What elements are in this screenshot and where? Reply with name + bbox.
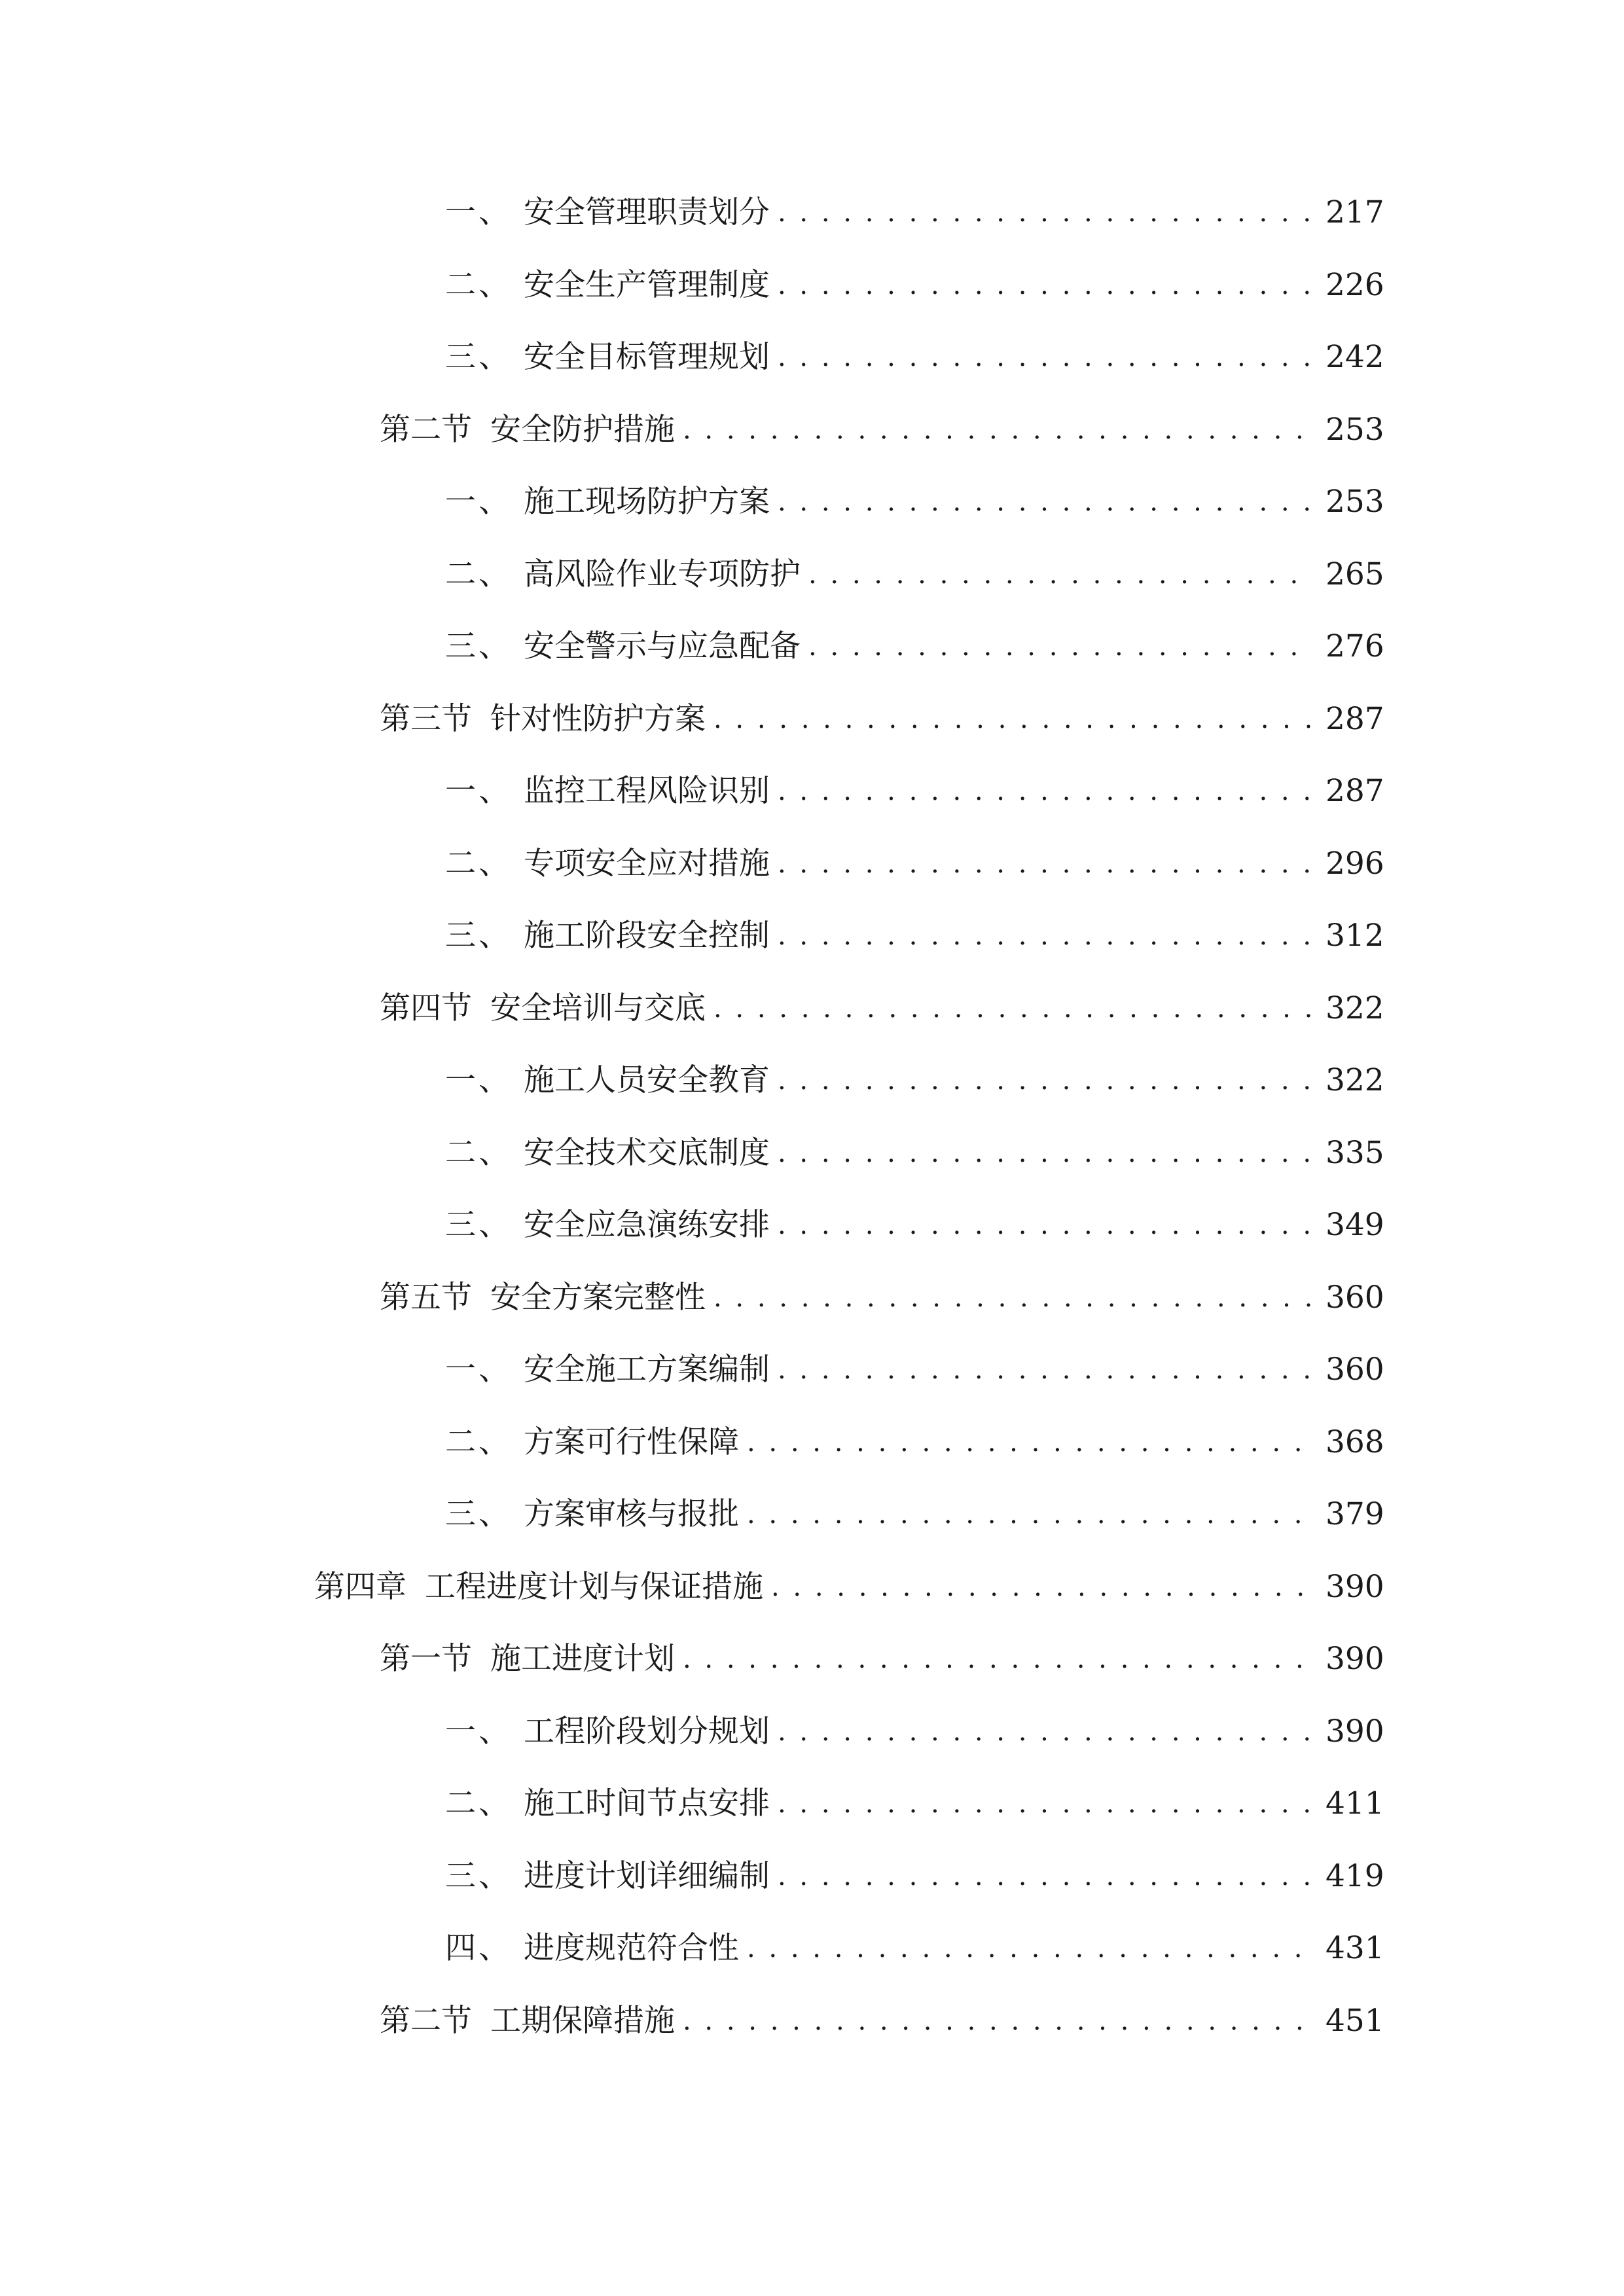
toc-entry-title: 安全警示与应急配备 (524, 628, 801, 664)
toc-entry-number: 一、 (445, 1713, 512, 1749)
toc-entry[interactable] (445, 1850, 1384, 1903)
toc-dot-leader (778, 765, 1314, 817)
toc-entry-page-number: 360 (1326, 1352, 1384, 1388)
toc-entry[interactable] (445, 1488, 1384, 1541)
toc-entry-number: 第二节 (380, 411, 472, 448)
toc-dot-leader (778, 1054, 1314, 1107)
toc-entry-title: 施工现场防护方案 (524, 484, 770, 520)
toc-entry-title: 安全施工方案编制 (524, 1352, 770, 1388)
toc-entry-page-number: 296 (1326, 845, 1384, 882)
toc-entry-page-number: 451 (1326, 2002, 1384, 2039)
toc-dot-leader (683, 1995, 1314, 2047)
toc-entry-page-number: 253 (1326, 484, 1384, 520)
toc-dot-leader (778, 1199, 1314, 1251)
toc-entry-page-number: 226 (1326, 266, 1384, 303)
toc-entry-title: 安全管理职责划分 (524, 194, 770, 230)
toc-dot-leader (778, 1127, 1314, 1179)
toc-entry-number: 三、 (445, 1207, 512, 1243)
toc-entry-number: 二、 (445, 1785, 512, 1821)
toc-entry-title: 安全技术交底制度 (524, 1134, 770, 1171)
toc-entry-title: 施工进度计划 (490, 1641, 675, 1677)
toc-entry-number: 一、 (445, 1352, 512, 1388)
toc-entry[interactable] (380, 693, 1384, 745)
toc-entry-number: 第二节 (380, 2002, 472, 2039)
toc-dot-leader (778, 1706, 1314, 1758)
toc-entry-title: 安全方案完整性 (490, 1279, 706, 1316)
toc-dot-leader (771, 1561, 1314, 1613)
toc-entry-page-number: 419 (1326, 1857, 1384, 1894)
toc-entry-number: 二、 (445, 1134, 512, 1171)
toc-entry[interactable] (445, 1054, 1384, 1107)
toc-entry-number: 一、 (445, 484, 512, 520)
toc-entry-number: 第四章 (314, 1568, 406, 1605)
toc-entry[interactable] (445, 765, 1384, 817)
toc-entry[interactable] (445, 910, 1384, 962)
toc-entry-number: 第三节 (380, 700, 472, 737)
toc-dot-leader (778, 187, 1314, 239)
toc-entry-page-number: 253 (1326, 411, 1384, 448)
toc-entry[interactable] (445, 1127, 1384, 1179)
toc-entry-page-number: 322 (1326, 990, 1384, 1026)
toc-entry-page-number: 335 (1326, 1134, 1384, 1171)
toc-entry-title: 安全防护措施 (490, 411, 675, 448)
toc-entry-title: 施工阶段安全控制 (524, 918, 770, 954)
toc-dot-leader (808, 620, 1314, 673)
toc-entry-number: 三、 (445, 1857, 512, 1894)
toc-entry[interactable] (445, 187, 1384, 239)
toc-entry-page-number: 390 (1326, 1641, 1384, 1677)
toc-entry-number: 三、 (445, 1496, 512, 1532)
toc-entry-title: 高风险作业专项防护 (524, 556, 801, 592)
toc-entry-title: 安全生产管理制度 (524, 266, 770, 303)
toc-entry-page-number: 287 (1326, 700, 1384, 737)
toc-dot-leader (778, 1850, 1314, 1903)
toc-dot-leader (747, 1416, 1314, 1469)
toc-entry[interactable] (445, 259, 1384, 312)
toc-dot-leader (808, 548, 1314, 601)
toc-entry-title: 安全应急演练安排 (524, 1207, 770, 1243)
toc-entry[interactable] (380, 1272, 1384, 1324)
toc-dot-leader (778, 910, 1314, 962)
toc-entry-number: 三、 (445, 628, 512, 664)
toc-entry-page-number: 312 (1326, 918, 1384, 954)
toc-entry-page-number: 217 (1326, 194, 1384, 230)
toc-entry-title: 安全目标管理规划 (524, 339, 770, 375)
toc-entry-number: 一、 (445, 1062, 512, 1098)
toc-dot-leader (778, 838, 1314, 890)
toc-entry-title: 针对性防护方案 (490, 700, 706, 737)
toc-entry-number: 二、 (445, 845, 512, 882)
toc-entry-page-number: 265 (1326, 556, 1384, 592)
toc-entry-page-number: 379 (1326, 1496, 1384, 1532)
toc-entry-title: 方案审核与报批 (524, 1496, 739, 1532)
toc-entry[interactable] (445, 1344, 1384, 1396)
toc-entry-page-number: 390 (1326, 1568, 1384, 1605)
toc-entry-page-number: 322 (1326, 1062, 1384, 1098)
toc-entry-page-number: 349 (1326, 1207, 1384, 1243)
toc-dot-leader (778, 259, 1314, 312)
toc-entry-number: 二、 (445, 1424, 512, 1460)
toc-dot-leader (713, 982, 1314, 1035)
toc-entry-number: 三、 (445, 918, 512, 954)
toc-entry-title: 施工人员安全教育 (524, 1062, 770, 1098)
toc-dot-leader (713, 693, 1314, 745)
toc-entry-title: 方案可行性保障 (524, 1424, 739, 1460)
toc-entry-number: 第一节 (380, 1641, 472, 1677)
toc-entry-number: 四、 (445, 1930, 512, 1966)
toc-entry[interactable] (445, 1416, 1384, 1469)
toc-dot-leader (778, 331, 1314, 384)
toc-entry-page-number: 360 (1326, 1279, 1384, 1316)
toc-entry[interactable] (380, 404, 1384, 456)
toc-entry[interactable] (380, 982, 1384, 1035)
toc-entry-number: 二、 (445, 556, 512, 592)
toc-entry-title: 监控工程风险识别 (524, 773, 770, 809)
toc-entry[interactable] (445, 1199, 1384, 1251)
toc-entry[interactable] (445, 331, 1384, 384)
toc-entry-title: 施工时间节点安排 (524, 1785, 770, 1821)
toc-entry[interactable] (445, 1706, 1384, 1758)
toc-entry-page-number: 431 (1326, 1930, 1384, 1966)
toc-entry-page-number: 276 (1326, 628, 1384, 664)
toc-dot-leader (747, 1488, 1314, 1541)
toc-dot-leader (778, 1344, 1314, 1396)
toc-entry-number: 第五节 (380, 1279, 472, 1316)
toc-entry[interactable] (445, 620, 1384, 673)
toc-dot-leader (778, 476, 1314, 528)
toc-entry[interactable] (380, 1995, 1384, 2047)
toc-entry[interactable] (380, 1633, 1384, 1685)
toc-entry-title: 工程进度计划与保证措施 (425, 1568, 763, 1605)
toc-entry-number: 一、 (445, 194, 512, 230)
toc-entry-title: 安全培训与交底 (490, 990, 706, 1026)
toc-entry[interactable] (445, 476, 1384, 528)
toc-dot-leader (778, 1778, 1314, 1830)
toc-entry[interactable] (445, 548, 1384, 601)
toc-entry-title: 专项安全应对措施 (524, 845, 770, 882)
toc-entry-number: 三、 (445, 339, 512, 375)
toc-dot-leader (683, 404, 1314, 456)
toc-entry-title: 进度计划详细编制 (524, 1857, 770, 1894)
toc-dot-leader (747, 1922, 1314, 1975)
toc-entry-title: 工程阶段划分规划 (524, 1713, 770, 1749)
toc-entry-page-number: 287 (1326, 773, 1384, 809)
toc-entry-title: 进度规范符合性 (524, 1930, 739, 1966)
toc-entry-title: 工期保障措施 (490, 2002, 675, 2039)
toc-entry[interactable] (445, 838, 1384, 890)
toc-entry-number: 一、 (445, 773, 512, 809)
toc-entry-number: 二、 (445, 266, 512, 303)
toc-entry[interactable] (314, 1561, 1384, 1613)
toc-dot-leader (683, 1633, 1314, 1685)
toc-dot-leader (713, 1272, 1314, 1324)
toc-entry-page-number: 411 (1326, 1785, 1384, 1821)
toc-entry-page-number: 390 (1326, 1713, 1384, 1749)
toc-entry-number: 第四节 (380, 990, 472, 1026)
toc-entry[interactable] (445, 1778, 1384, 1830)
toc-entry-page-number: 368 (1326, 1424, 1384, 1460)
toc-entry[interactable] (445, 1922, 1384, 1975)
toc-entry-page-number: 242 (1326, 339, 1384, 375)
